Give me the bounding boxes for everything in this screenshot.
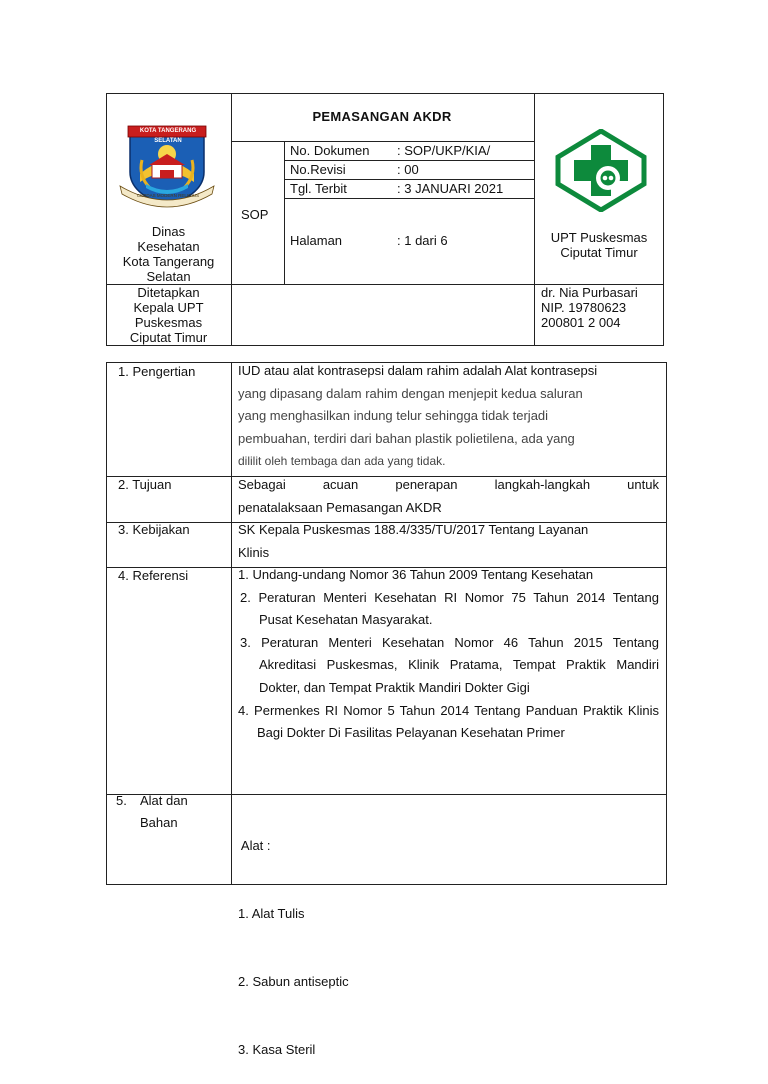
tujuan-word: Sebagai (238, 477, 286, 492)
org-line: Selatan (146, 269, 191, 284)
label-pengertian: 1. Pengertian (118, 364, 196, 379)
alat-heading: Alat : (238, 838, 271, 854)
doc-row-label: No.Revisi (290, 162, 346, 177)
org-line: Kesehatan (137, 239, 200, 254)
doc-row-value: : 3 JANUARI 2021 (397, 181, 504, 196)
tujuan-word: untuk (627, 477, 659, 492)
signer-name: dr. Nia Purbasari (541, 285, 638, 300)
kebijakan-text (238, 519, 659, 564)
pengertian-text (238, 360, 659, 473)
tujuan-line-justified (238, 474, 659, 497)
tujuan-line: penatalaksaan Pemasangan AKDR (238, 499, 442, 515)
alat-item: 3. Kasa Steril (238, 1041, 316, 1057)
referensi-item: 1. Undang-undang Nomor 36 Tahun 2009 Tentang Kesehatan (238, 567, 594, 582)
label-alat-line: Alat dan (140, 793, 188, 808)
tujuan-text (238, 474, 659, 519)
ditetapkan-block (107, 285, 230, 345)
referensi-item: 4. Permenkes RI Nomor 5 Tahun 2014 Tentang Panduan Praktik Klinis Bagi Dokter Di Fasilitas Pelayanan Kesehatan Primer (238, 702, 659, 741)
label-alat (140, 790, 188, 834)
pengertian-line: dililit oleh tembaga dan ada yang tidak. (238, 454, 446, 469)
alat-item: 2. Sabun antiseptic (238, 973, 349, 989)
pengertian-line: yang dipasang dalam rahim dengan menjepit kedua saluran (238, 385, 583, 401)
puskesmas-line: UPT Puskesmas (550, 230, 648, 245)
referensi-item: 2. Peraturan Menteri Kesehatan RI Nomor 75 Tahun 2014 Tentang Pusat Kesehatan Masyarakat. (240, 589, 659, 628)
ditetapkan-line: Puskesmas (134, 315, 203, 330)
org-line: Kota Tangerang (122, 254, 215, 269)
ditetapkan-line: Kepala UPT (133, 300, 204, 315)
logo-ribbon-text: CERDAS MODERN RELIGIUS (136, 193, 200, 198)
kebijakan-line: Klinis (238, 544, 270, 560)
doc-row-label: Halaman (290, 233, 343, 248)
label-alat-line: Bahan (140, 815, 178, 830)
org-name (107, 224, 230, 284)
document-title: PEMASANGAN AKDR (312, 109, 452, 124)
signer-block (541, 285, 661, 330)
signer-nip: NIP. 19780623 (541, 300, 627, 315)
doc-row-value: : SOP/UKP/KIA/ (397, 143, 491, 158)
logo-banner-text: KOTA TANGERANG SELATAN (139, 128, 197, 144)
health-cross-logo-icon (555, 129, 647, 212)
kebijakan-line: SK Kepala Puskesmas 188.4/335/TU/2017 Tentang Layanan (238, 522, 589, 537)
tujuan-word: penerapan (395, 477, 458, 492)
org-line: Dinas (151, 224, 186, 239)
doc-row-label: No. Dokumen (290, 143, 370, 158)
referensi-item: 3. Peraturan Menteri Kesehatan Nomor 46 Tahun 2015 Tentang Akreditasi Puskesmas, Klinik Pratama, Tempat Praktik Mandiri Dokter, dan Tempat Praktik Mandiri Dokter Gigi (240, 634, 659, 695)
label-tujuan: 2. Tujuan (118, 477, 172, 492)
puskesmas-line: Ciputat Timur (560, 245, 638, 260)
ditetapkan-line: Ditetapkan (137, 285, 200, 300)
label-kebijakan: 3. Kebijakan (118, 522, 190, 537)
alat-list (238, 790, 659, 1084)
pengertian-line: pembuahan, terdiri dari bahan plastik polietilena, ada yang (238, 430, 575, 446)
doc-row-label: Tgl. Terbit (290, 181, 347, 196)
alat-item: 1. Alat Tulis (238, 905, 305, 921)
referensi-list (238, 564, 659, 745)
sop-label: SOP (241, 207, 269, 222)
label-alat-num: 5. (116, 793, 127, 808)
doc-row-value: : 00 (397, 162, 419, 177)
ditetapkan-line: Ciputat Timur (129, 330, 208, 345)
signer-nip-cont: 200801 2 004 (541, 315, 621, 330)
kota-tangerang-selatan-logo (116, 124, 218, 212)
tujuan-word: langkah-langkah (494, 477, 591, 492)
tujuan-word: acuan (322, 477, 359, 492)
pengertian-line: yang menghasilkan indung telur sehingga tidak terjadi (238, 408, 549, 424)
pengertian-line: IUD atau alat kontrasepsi dalam rahim adalah Alat kontrasepsi (238, 363, 598, 378)
doc-row-value: : 1 dari 6 (397, 233, 448, 248)
label-referensi: 4. Referensi (118, 568, 189, 583)
puskesmas-name (534, 230, 664, 260)
